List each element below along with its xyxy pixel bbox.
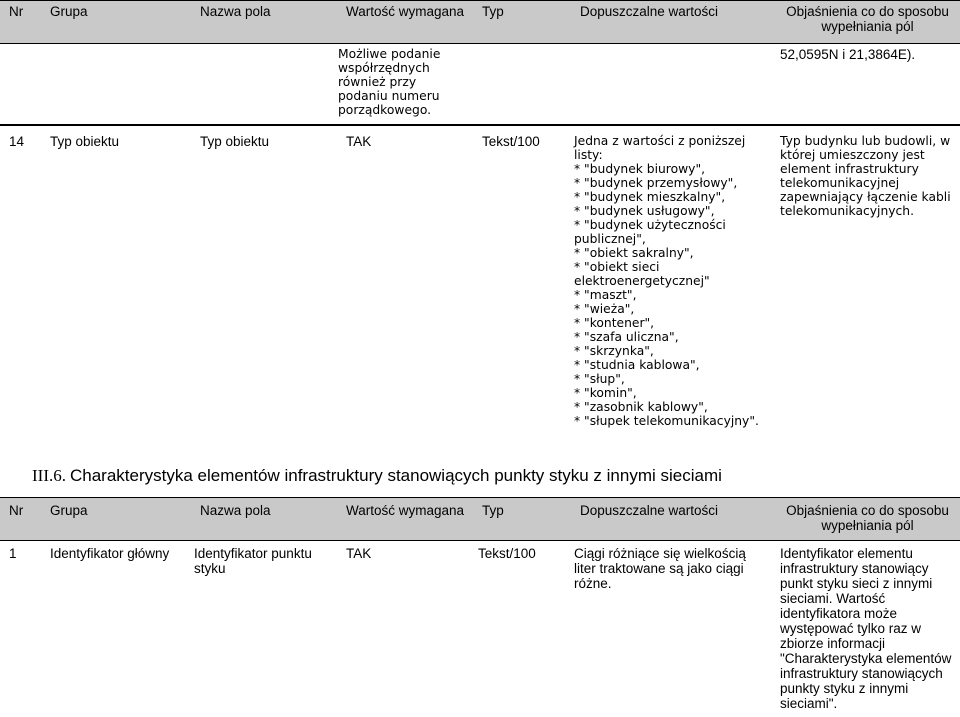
table1-row-type: Tekst/100 — [482, 134, 540, 149]
table2-header — [0, 497, 960, 541]
table1-header-nr: Nr — [9, 4, 24, 19]
table1-row-allowed-values: Jedna z wartości z poniższej listy: * "budynek biurowy", * "budynek przemysłowy", * "budynek mieszkalny", * "budynek usługowy", * "budynek użyteczności publicznej", * "obiekt sakralny", * "obiekt sieci elektroenergetycznej" * "maszt", * "wieża", * "kontener", * "szafa uliczna", * "skrzynka", * "studnia kablowa", * "słup", * "komin", * "zasobnik kablowy", * "słupek telekomunikacyjny". — [574, 134, 759, 428]
table2-row-type: Tekst/100 — [478, 546, 536, 561]
table2-header-type: Typ — [482, 503, 504, 518]
table1-header-notes: Objaśnienia co do sposobu wypełniania pól — [786, 4, 949, 34]
table1-header-allowed: Dopuszczalne wartości — [580, 4, 719, 19]
table2-row-required: TAK — [346, 546, 372, 561]
table1-row-field: Typ obiektu — [200, 134, 270, 149]
table2-header-allowed: Dopuszczalne wartości — [580, 503, 719, 518]
table1-row-required: TAK — [346, 134, 372, 149]
table1-header — [0, 0, 960, 44]
table1-row-divider — [0, 124, 960, 126]
table2-row-allowed-values: Ciągi różniące się wielkością liter traktowane są jako ciągi różne. — [574, 546, 746, 591]
table2-header-field: Nazwa pola — [200, 503, 271, 518]
table2-header-notes: Objaśnienia co do sposobu wypełniania pól — [786, 503, 949, 533]
table2-header-group: Grupa — [50, 503, 88, 518]
table2-header-nr: Nr — [9, 503, 24, 518]
table1-header-field: Nazwa pola — [200, 4, 271, 19]
table1-continuation-notes: 52,0595N i 21,3864E). — [780, 47, 916, 62]
table1-row-group: Typ obiektu — [50, 134, 120, 149]
table1-header-required: Wartość wymagana — [346, 4, 465, 19]
table2-row-notes: Identyfikator elementu infrastruktury stanowiący punkt styku sieci z innymi sieciami. Wartość identyfikatora może występować tylko raz w zbiorze informacji "Charakterystyka elementów infrastruktury stanowiących punkty styku z innymi sieciami". — [780, 546, 952, 711]
table2-row-field: Identyfikator punktu styku — [194, 546, 312, 576]
section-title: Charakterystyka elementów infrastruktury stanowiących punkty styku z innymi sieciami — [70, 466, 722, 485]
table1-continuation-field: Możliwe podanie współrzędnych również przy podaniu numeru porządkowego. — [338, 47, 441, 117]
table1-header-group: Grupa — [50, 4, 88, 19]
table1-header-type: Typ — [482, 4, 504, 19]
table1-row-notes: Typ budynku lub budowli, w której umieszczony jest element infrastruktury telekomunikacyjnej zapewniający łączenie kabli telekomunikacyjnych. — [780, 134, 951, 218]
section-number: III.6. — [32, 466, 66, 485]
table2-row-nr: 1 — [9, 546, 17, 561]
table2-row-group: Identyfikator główny — [50, 546, 170, 561]
table2-header-required: Wartość wymagana — [346, 503, 465, 518]
table1-row-nr: 14 — [9, 134, 25, 149]
